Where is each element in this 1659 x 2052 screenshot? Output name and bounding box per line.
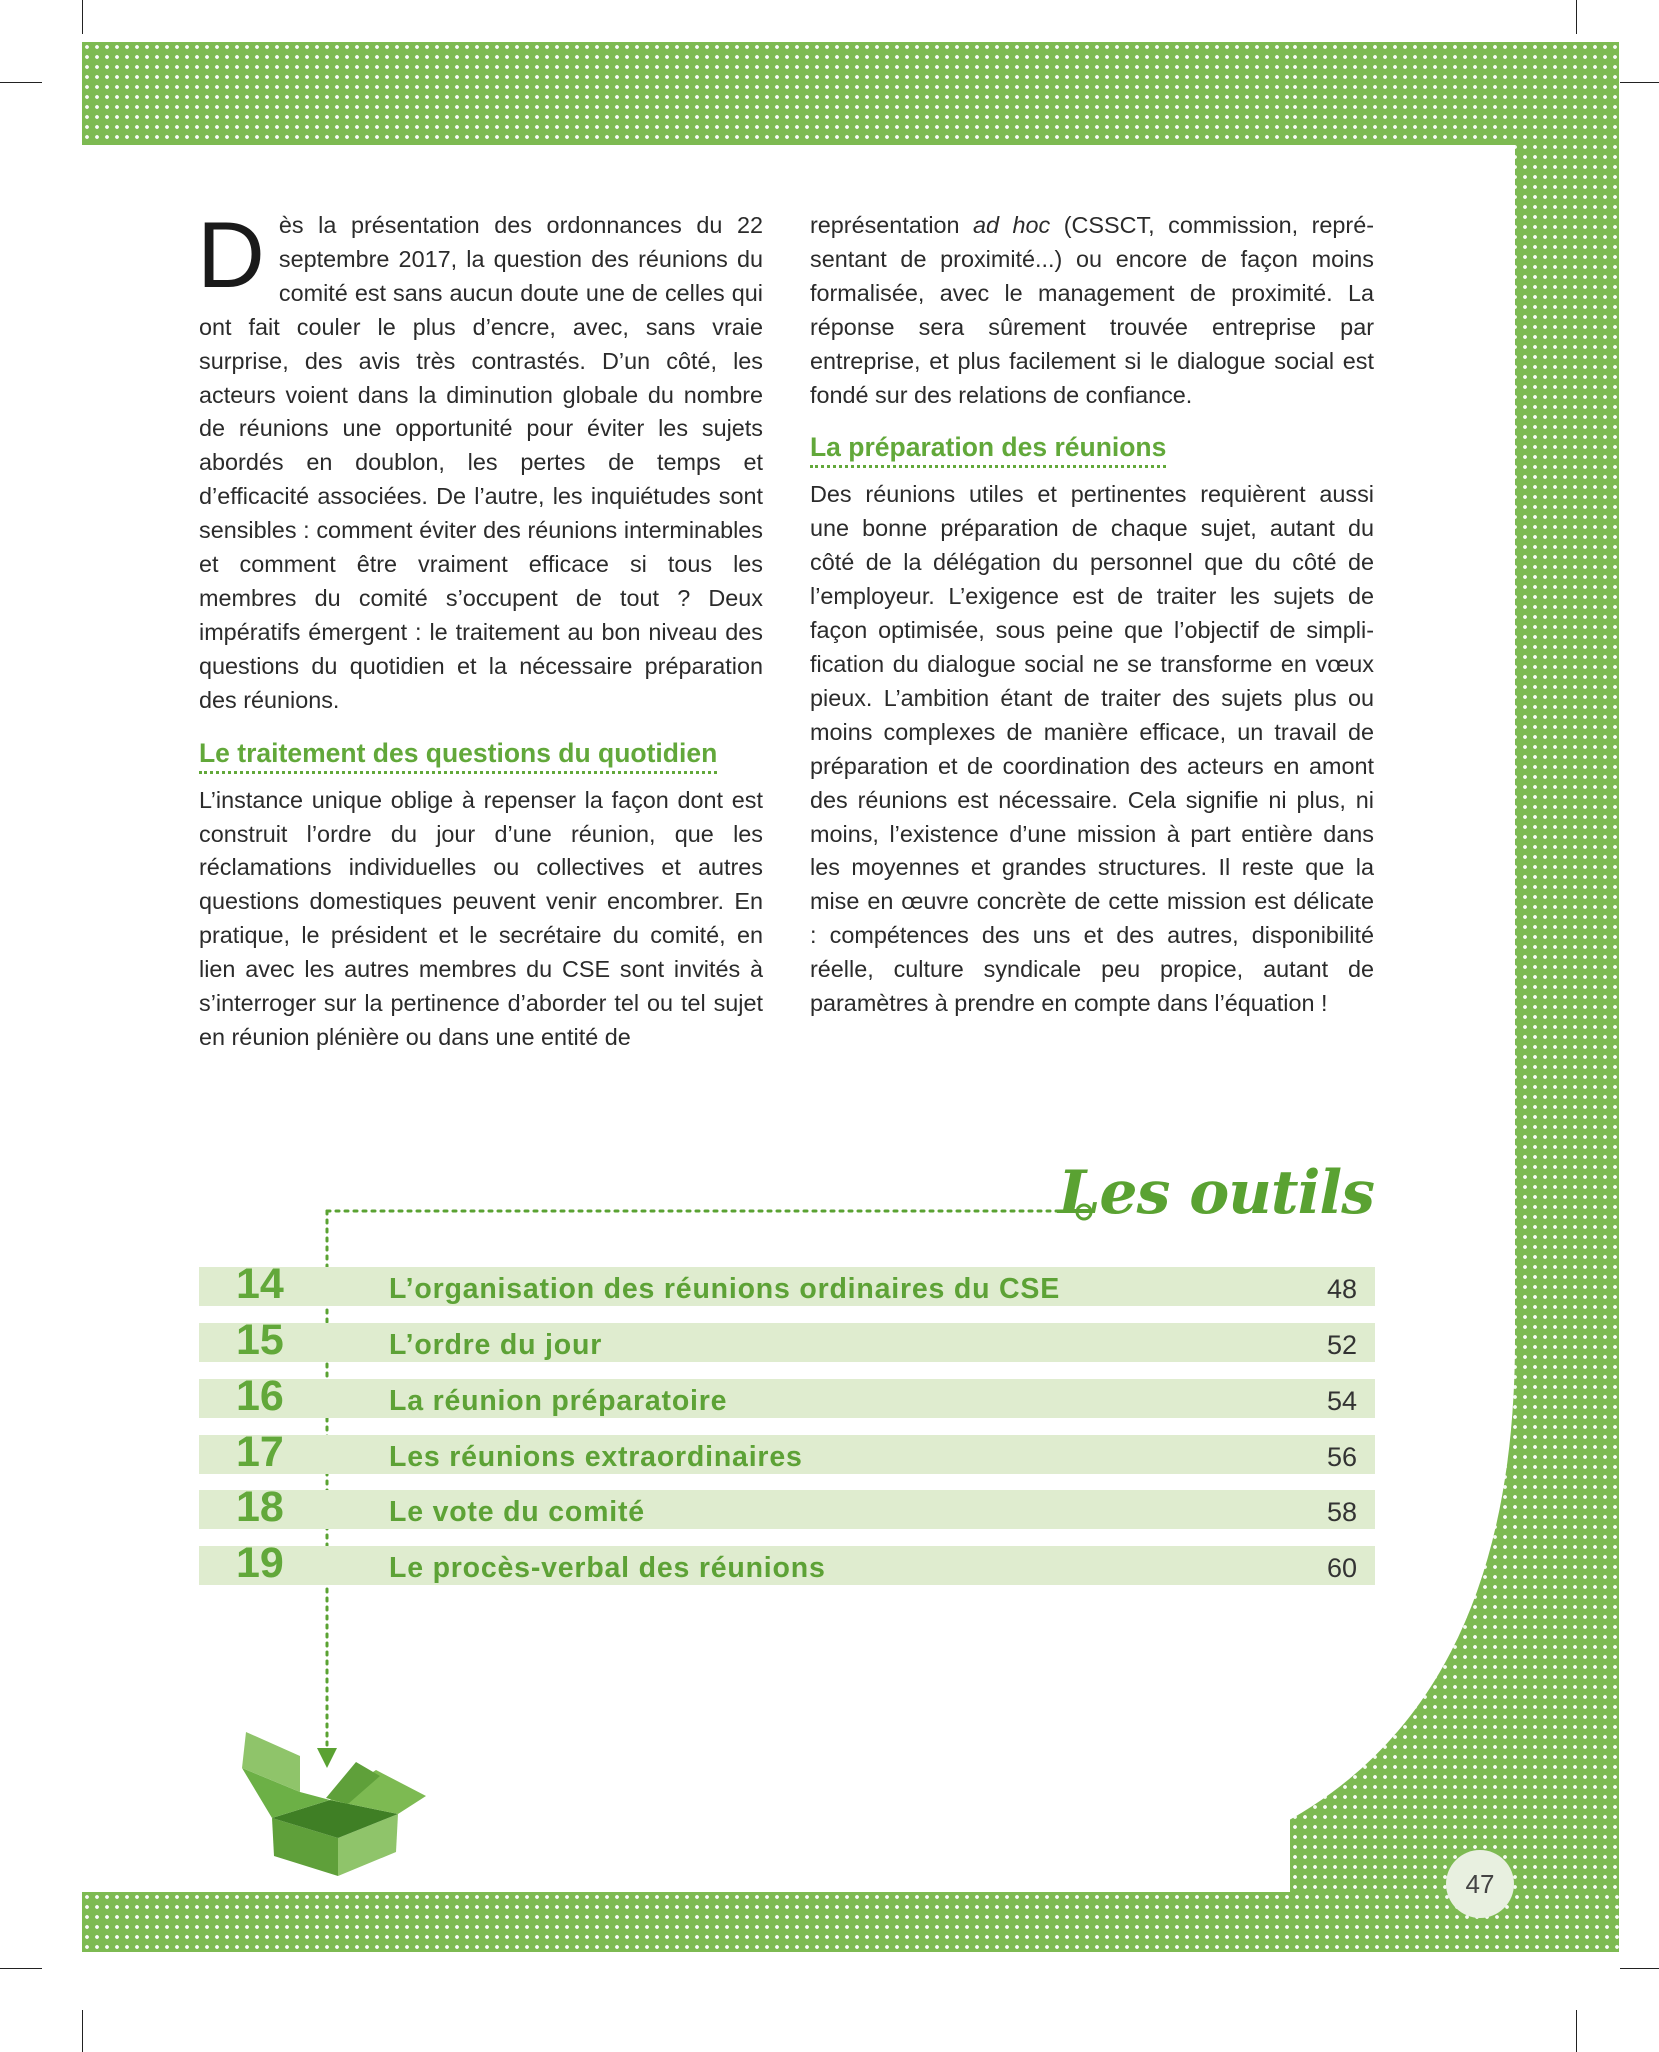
toc-title: La réunion préparatoire — [389, 1385, 728, 1417]
toc-page: 56 — [1326, 1442, 1357, 1472]
toc-row[interactable] — [199, 1316, 1375, 1364]
toc-title: Les réunions extraordinaires — [389, 1441, 803, 1473]
toc-row[interactable] — [199, 1372, 1375, 1420]
toc-page: 52 — [1326, 1330, 1357, 1360]
toc-title: L’ordre du jour — [389, 1329, 603, 1361]
toc-page: 58 — [1326, 1497, 1357, 1527]
toc-number: 15 — [236, 1316, 284, 1364]
intro-text: ès la présentation des ordonnances du 22 septembre 2017, la question des réunions du comité est sans aucun doute une de celles qui ont fait couler le plus d’encre, avec, sans vraie surprise, des avis très contrastés. D’un côté, les acteurs voient dans la diminution globale du nombre de réunions une opportunité pour éviter les sujets abordés en doublon, les pertes de temps et d’efficacité associées. De l’autre, les inquiétudes sont sensibles : comment éviter des réunions interminables et comment être vraiment efficace si tous les membres du comité s’occupent de tout ? Deux impératifs émergent : le traitement au bon niveau des questions du quotidien et la nécessaire préparation des réunions. — [199, 212, 763, 713]
drop-cap: D — [197, 202, 265, 307]
toc-row[interactable] — [199, 1260, 1375, 1308]
toc-title: Le vote du comité — [389, 1496, 645, 1528]
toc-title: L’organisation des réunions ordinaires du CSE — [389, 1273, 1061, 1305]
continuation-paragraph: représentation ad hoc (CSSCT, commission, représentant de proximité...) ou encore de façon moins formalisée, avec le management de proximité. La réponse sera sûrement trouvée entreprise par entreprise, et plus facilement si le dialogue social est fondé sur des relations de confiance. — [810, 212, 1374, 408]
open-box-icon — [238, 1718, 428, 1878]
paragraph-preparation: Des réunions utiles et pertinentes requièrent aussi une bonne préparation de chaque sujet, autant du côté de la délégation du personnel que du côté de l’employeur. L’exigence est de traiter les sujets de façon optimisée, sous peine que l’objectif de simplification du dialogue social ne se transforme en vœux pieux. L’ambition étant de traiter des sujets plus ou moins complexes de manière efficace, un travail de préparation et de coordination des acteurs en amont des réunions est nécessaire. Cela signifie ni plus, ni moins, l’existence d’une mission à part entière dans les moyennes et grandes structures. Il reste que la mise en œuvre concrète de cette mission est délicate : compétences des uns et des autres, disponibilité réelle, culture syndicale peu propice, autant de paramètres à prendre en compte dans l’équation ! — [810, 481, 1374, 1017]
toc-page: 60 — [1326, 1553, 1357, 1583]
latin-term: ad hoc — [973, 212, 1051, 238]
toc-number: 18 — [236, 1483, 284, 1531]
toc-page: 48 — [1326, 1274, 1357, 1304]
toc-row[interactable] — [199, 1483, 1375, 1531]
toc-number: 19 — [236, 1539, 284, 1587]
outils-title: Les outils — [1058, 1158, 1374, 1228]
page-number: 47 — [1446, 1850, 1514, 1918]
toc-number: 16 — [236, 1372, 284, 1420]
paragraph-quotidien: L’instance unique oblige à repenser la façon dont est construit l’ordre du jour d’une réunion, que les réclamations individuelles ou collectives et autres questions domestiques peuvent venir encombrer. En pratique, le président et le secrétaire du comité, en lien avec les autres membres du CSE sont invités à s’interroger sur la pertinence d’aborder tel ou tel sujet en réunion plénière ou dans une entité de — [199, 786, 763, 1050]
section-heading-quotidien: Le traitement des questions du quotidien — [199, 736, 717, 774]
section-heading-preparation: La préparation des réunions — [810, 430, 1166, 468]
toc-number: 14 — [236, 1260, 284, 1308]
toc-page: 54 — [1326, 1386, 1357, 1416]
toc-number: 17 — [236, 1428, 284, 1476]
toc-row[interactable] — [199, 1428, 1375, 1476]
toc-row[interactable] — [199, 1539, 1375, 1587]
toc-title: Le procès-verbal des réunions — [389, 1552, 826, 1584]
